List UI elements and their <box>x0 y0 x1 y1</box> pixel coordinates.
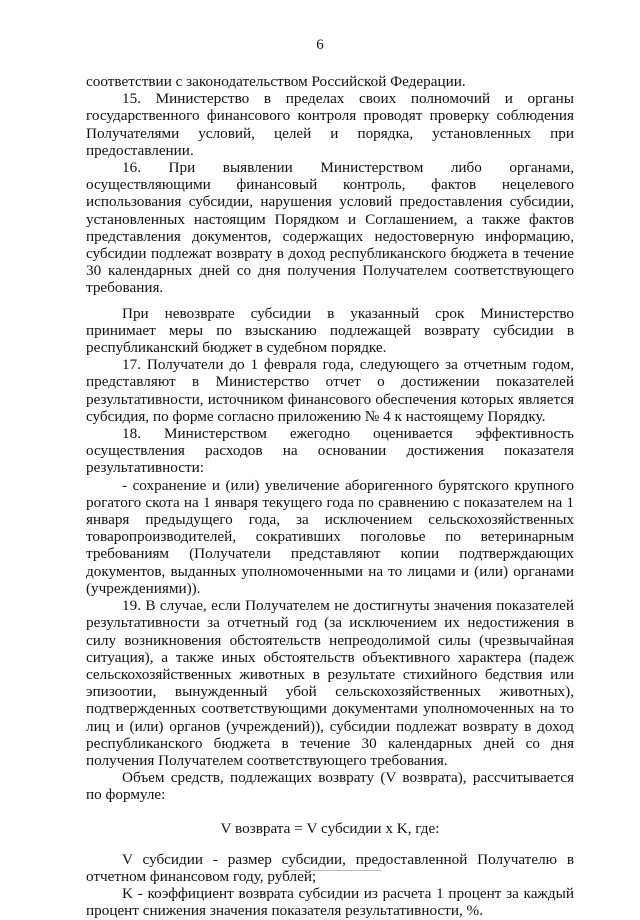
footer-rule <box>283 870 381 871</box>
paragraph-17: 17. Получатели до 1 февраля года, следующего за отчетным годом, представляют в Министерство отчет о достижении показателей результативности, источником финансового обеспечения которых является субсидия, по форме согласно приложению № 4 к настоящему Порядку. <box>86 356 574 425</box>
definition-k: K - коэффициент возврата субсидии из расчета 1 процент за каждый процент снижения значения показателя результативности, %. <box>86 885 574 920</box>
paragraph-16: 16. При выявлении Министерством либо органами, осуществляющими финансовый контроль, фактов нецелевого использования субсидии, нарушения условий предоставления субсидии, установленных настоящим Порядком и Соглашением, а также фактов представления документов, содержащих недостоверную информацию, субсидии подлежат возврату в доход республиканского бюджета в течение 30 календарных дней со дня получения Получателем соответствующего требования. <box>86 159 574 297</box>
page-number: 6 <box>316 37 324 53</box>
paragraph-19: 19. В случае, если Получателем не достигнуты значения показателей результативности за отчетный год (за исключением их недостижения в силу возникновения обстоятельств непреодолимой силы (чрезвычайная ситуация), а также иных обстоятельств объективного характера (падеж сельскохозяйственных животных в результате стихийного бедствия или эпизоотии, вынужденный убой сельскохозяйственных животных), подтвержденных соответствующими документами уполномоченных на то лиц и (или) органов (учреждений)), субсидии подлежат возврату в доход республиканского бюджета в течение 30 календарных дней со дня получения Получателем соответствующего требования. <box>86 597 574 769</box>
paragraph-nonreturn: При невозврате субсидии в указанный срок Министерство принимает меры по взысканию подлежащей возврату субсидии в республиканский бюджет в судебном порядке. <box>86 304 574 357</box>
definition-v-subsidy: V субсидии - размер субсидии, предоставленной Получателю в отчетном финансовом году, рублей; <box>86 850 574 885</box>
paragraph-18: 18. Министерством ежегодно оценивается эффективность осуществления расходов на основании достижения показателя результативности: <box>86 425 574 477</box>
paragraph-continuation: соответствии с законодательством Российской Федерации. <box>86 73 466 90</box>
paragraph-15: 15. Министерство в пределах своих полномочий и органы государственного финансового контроля проводят проверку соблюдения Получателями условий, целей и порядка, установленных при предоставлении. <box>86 90 574 159</box>
formula: V возврата = V субсидии x K, где: <box>220 819 440 837</box>
document-body <box>86 73 574 920</box>
paragraph-volume: Объем средств, подлежащих возврату (V возврата), рассчитывается по формуле: <box>86 769 574 804</box>
paragraph-18-indicator: - сохранение и (или) увеличение аборигенного бурятского крупного рогатого скота на 1 января текущего года по сравнению с показателем на 1 января предыдущего года, за исключением сельскохозяйственных товаропроизводителей, сокративших поголовье по ветеринарным требованиям (Получатели представляют копии подтверждающих документов, выданных уполномоченными на то лицами и (или) органами (учреждениями)). <box>86 476 574 597</box>
